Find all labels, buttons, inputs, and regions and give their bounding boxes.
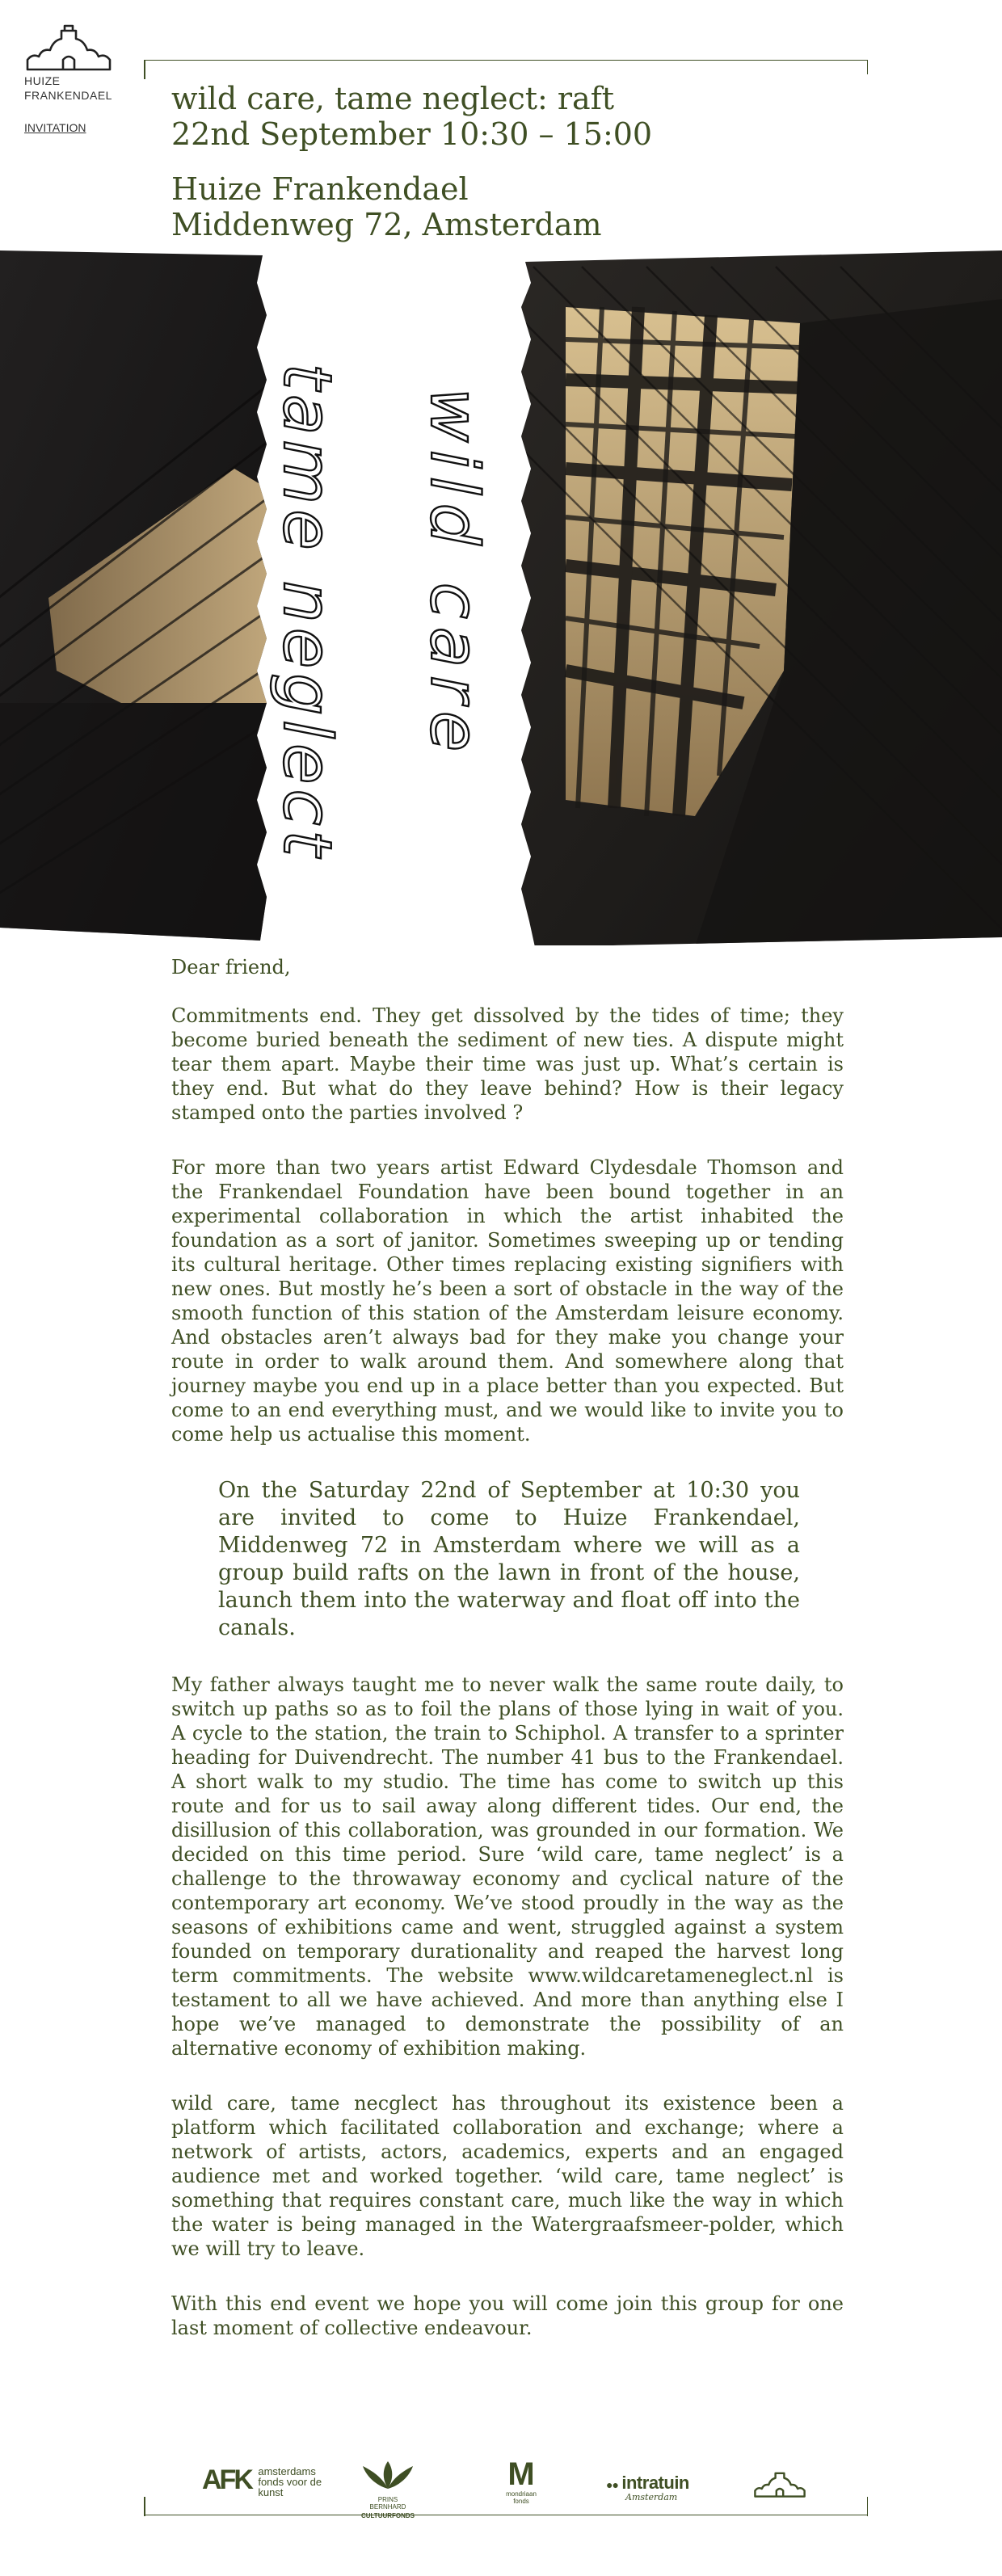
frame-top-right-tick	[867, 60, 869, 74]
letter-paragraph: wild care, tame necglect has throughout its existence been a platform which facilitated collaboration and exchange; where a network of artists, actors, academics, experts and an engaged audience met and worked together. ‘wild care, tame neglect’ is something that requires constant care, much like the way in which the water is being managed in the Watergraafsmeer-polder, which we will try to leave.	[171, 2092, 844, 2260]
letter-paragraph: For more than two years artist Edward Clydesdale Thomson and the Frankendael Foundation have been bound together in an experimental collaboration in which the artist inhabited the foundation as a sort of janitor. Sometimes sweeping up or tending its cultural heritage. Other times replacing existing signifiers with new ones. But mostly he’s been a sort of obstacle in the way of the smooth function of this station of the Amsterdam leisure economy. And obstacles aren’t always bad for they make you change your route in order to walk around them. And somewhere along that journey maybe you end up in a place better than you expected. But come to an end everything must, and we would like to invite you to come help us actualise this moment.	[171, 1156, 844, 1446]
brand-logo	[24, 24, 113, 135]
mondriaan-fonds-logo	[505, 2458, 537, 2505]
artwork-text-left: tame neglect	[268, 364, 345, 861]
invitation-link[interactable]: INVITATION	[24, 121, 86, 134]
cultuurfonds-logo	[360, 2461, 416, 2519]
mondriaan-line2: fonds	[513, 2498, 529, 2505]
cultuurfonds-line1: PRINS BERNHARD	[369, 2496, 406, 2511]
cultuurfonds-line2: CULTUURFONDS	[360, 2512, 415, 2519]
event-address: Middenweg 72, Amsterdam	[171, 207, 602, 242]
invitation-quote: On the Saturday 22nd of September at 10:30 you are invited to come to Huize Frankendael, Middenweg 72 in Amsterdam where we will as a group build rafts on the lawn in front of the house, launch them into the waterway and float off into the canals.	[218, 1478, 800, 1640]
huize-frankendael-small-icon	[752, 2469, 808, 2498]
afk-line2: fonds voor de	[258, 2476, 322, 2488]
event-header	[171, 81, 882, 242]
frame-bottom-left-tick	[144, 2497, 145, 2516]
afk-line1: amsterdams	[258, 2465, 316, 2477]
event-venue: Huize Frankendael	[171, 171, 469, 207]
brand-name-line2: FRANKENDAEL	[24, 89, 112, 102]
letter-salutation: Dear friend,	[171, 956, 291, 979]
frame-bottom-right-tick	[867, 2497, 869, 2516]
frankendael-small-logo	[752, 2469, 808, 2502]
letter-paragraph: My father always taught me to never walk the same route daily, to switch up paths so as to foil the plans of those lying in wait of you. A cycle to the station, the train to Schiphol. A transfer to a sprinter heading for Duivendrecht. The number 41 bus to the Frankendael. A short walk to my studio. The time has come to switch up this route and for us to sail away along different tides. Our end, the disillusion of this collaboration, was grounded in our formation. We decided on this time period. Sure ‘wild care, tame neglect’ is a challenge to the throwaway economy and cyclical nature of the contemporary art economy. We’ve stood proudly in the way as the seasons of exhibitions came and went, struggled against a system founded on temporary durationality and reaped the harvest long term commitments. The website www.wildcaretameneglect.nl is testament to all we have achieved. And more than anything else I hope we’ve managed to demonstrate the possibility of an alternative economy of exhibition making.	[171, 1673, 844, 2060]
frame-top-rule	[144, 60, 868, 61]
mondriaan-line1: mondriaan	[506, 2490, 537, 2498]
brand-name-line1: HUIZE	[24, 74, 61, 87]
intratuin-mark: intratuin	[621, 2473, 689, 2493]
amsterdams-fonds-logo	[202, 2464, 322, 2498]
event-title: wild care, tame neglect: raft	[171, 81, 615, 116]
intratuin-dots-icon: ●●	[606, 2478, 618, 2491]
artwork-photo	[0, 250, 1002, 945]
artwork-text-right: wild care	[415, 388, 492, 760]
event-datetime: 22nd September 10:30 – 15:00	[171, 116, 653, 152]
frame-top-left-tick	[144, 60, 145, 79]
mondriaan-mark: M	[507, 2456, 535, 2492]
sponsor-logos	[194, 2456, 816, 2519]
intratuin-sub: Amsterdam	[625, 2492, 678, 2502]
cultuurfonds-leaf-icon	[360, 2461, 416, 2490]
letter-paragraph: Commitments end. They get dissolved by the tides of time; they become buried beneath the sediment of new ties. A dispute might tear them apart. Maybe their time was just up. What’s certain is they end. But what do they leave behind? How is their legacy stamped onto the parties involved ?	[171, 1004, 844, 1124]
letter-body	[171, 955, 844, 2371]
huize-frankendael-logo-icon	[24, 24, 113, 73]
letter-paragraph: With this end event we hope you will come join this group for one last moment of collective endeavour.	[171, 2292, 844, 2339]
intratuin-logo	[606, 2473, 689, 2502]
afk-line3: kunst	[258, 2486, 284, 2498]
afk-mark: AFK	[202, 2464, 251, 2495]
